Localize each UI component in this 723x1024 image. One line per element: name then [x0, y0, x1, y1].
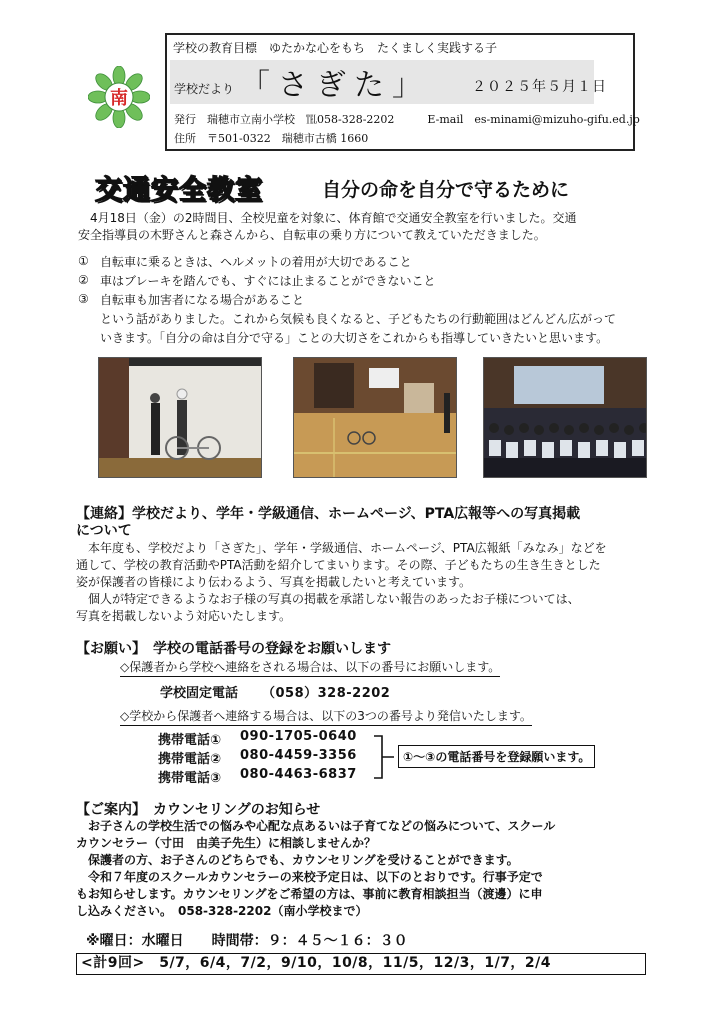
photo-notice-heading-1: 【連絡】学校だより、学年・学級通信、ホームページ、PTA広報等への写真掲載 [76, 506, 581, 522]
photo-stage-bicycle [98, 357, 262, 478]
photo-notice-line-1: 本年度も、学校だより「さぎた」、学年・学級通信、ホームページ、PTA広報紙「みなみ」などを [76, 541, 607, 555]
safety-heading: 交通安全教室 [95, 175, 263, 206]
counseling-line-6: し込みください。 058-328-2202（南小学校まで） [76, 904, 368, 918]
photo-notice-line-2: 通して、学校の教育活動やPTA活動を紹介してまいります。その際、子どもたちの生き生きとした [76, 558, 601, 572]
publisher-line: 発行 瑞穂市立南小学校 ℡058-328-2202 E-mail es-minami@mizuho-gifu.ed.jp [174, 113, 640, 126]
point-3-num: ③ [78, 292, 89, 306]
photo-notice-line-5: 写真を掲載しないよう対応いたします。 [76, 609, 292, 623]
mobile-1-label: 携帯電話① [158, 733, 222, 748]
mobile-2-label: 携帯電話② [158, 752, 222, 767]
register-note: ①～③の電話番号を登録願います。 [398, 745, 595, 768]
counseling-line-5: もお知らせします。カウンセリングをご希望の方は、事前に教育相談担当（渡邊）に申 [76, 887, 543, 901]
counseling-line-2: カウンセラー（寸田 由美子先生）に相談しませんか？ [76, 836, 377, 850]
counseling-heading: 【ご案内】 カウンセリングのお知らせ [76, 802, 321, 818]
fixed-phone-number: （058）328-2202 [262, 686, 391, 701]
mobile-3-label: 携帯電話③ [158, 771, 222, 786]
issue-date: ２０２５年５月１日 [472, 79, 607, 95]
mobile-bracket [372, 734, 394, 780]
point-1-num: ① [78, 254, 89, 268]
safety-closing-2: いきます。「自分の命は自分で守る」ことの大切さをこれからも指導していきたいと思います。 [100, 331, 609, 345]
newsletter-title: 「さぎた」 [240, 68, 430, 103]
photo-students-watching [483, 357, 647, 478]
address-line: 住所 〒501-0322 瑞穂市古橋 1660 [174, 132, 369, 145]
school-goal: 学校の教育目標 ゆたかな心をもち たくましく実践する子 [173, 41, 498, 55]
point-1-text: 自転車に乗るときは、ヘルメットの着用が大切であること [100, 255, 412, 269]
safety-intro-2: 安全指導員の木野さんと森さんから、自転車の乗り方について教えていただきました。 [78, 228, 546, 242]
counseling-line-1: お子さんの学校生活での悩みや心配な点あるいは子育てなどの悩みについて、スクール [76, 819, 556, 833]
newsletter-label: 学校だより [174, 82, 235, 96]
safety-intro-1: 4月18日（金）の2時間目、全校児童を対象に、体育館で交通安全教室を行いました。交通 [78, 211, 577, 225]
photo-notice-heading-2: について [76, 523, 132, 539]
counseling-schedule: <計9回> 5/7，6/4，7/2，9/10，10/8，11/5，12/3，1/7，2/4 [76, 953, 646, 975]
phone-diamond-1: ◇保護者から学校へ連絡をされる場合は、以下の番号にお願いします。 [120, 659, 500, 677]
photo-notice-line-3: 姿が保護者の皆様により伝わるよう、写真を掲載したいと考えています。 [76, 575, 472, 589]
fixed-phone-label: 学校固定電話 [160, 686, 239, 701]
point-2-text: 車はブレーキを踏んでも、すぐには止まることができないこと [100, 274, 436, 288]
phone-heading: 【お願い】 学校の電話番号の登録をお願いします [76, 641, 391, 657]
photo-notice-line-4: 個人が特定できるようなお子様の写真の掲載を承諾しない報告のあったお子様については、 [76, 592, 580, 606]
point-2-num: ② [78, 273, 89, 287]
safety-closing-1: という話がありました。これから気候も良くなると、子どもたちの行動範囲はどんどん広がって [100, 312, 617, 326]
counseling-line-4: 令和７年度のスクールカウンセラーの来校予定日は、以下のとおりです。行事予定で [76, 870, 543, 884]
phone-diamond-2: ◇学校から保護者へ連絡する場合は、以下の3つの番号より発信いたします。 [120, 708, 532, 726]
safety-subheading: 自分の命を自分で守るために [322, 179, 570, 201]
mobile-3-number: 080-4463-6837 [240, 767, 357, 782]
mobile-2-number: 080-4459-3356 [240, 748, 357, 763]
point-3-text: 自転車も加害者になる場合があること [100, 293, 305, 307]
emblem-char: 南 [110, 88, 128, 109]
counseling-line-3: 保護者の方、お子さんのどちらでも、カウンセリングを受けることができます。 [76, 853, 519, 867]
school-emblem [88, 66, 150, 128]
counseling-day-time: ※曜日：水曜日 時間帯：９：４５～１６：３０ [86, 933, 408, 949]
mobile-1-number: 090-1705-0640 [240, 729, 357, 744]
photo-gym-demonstration [293, 357, 457, 478]
